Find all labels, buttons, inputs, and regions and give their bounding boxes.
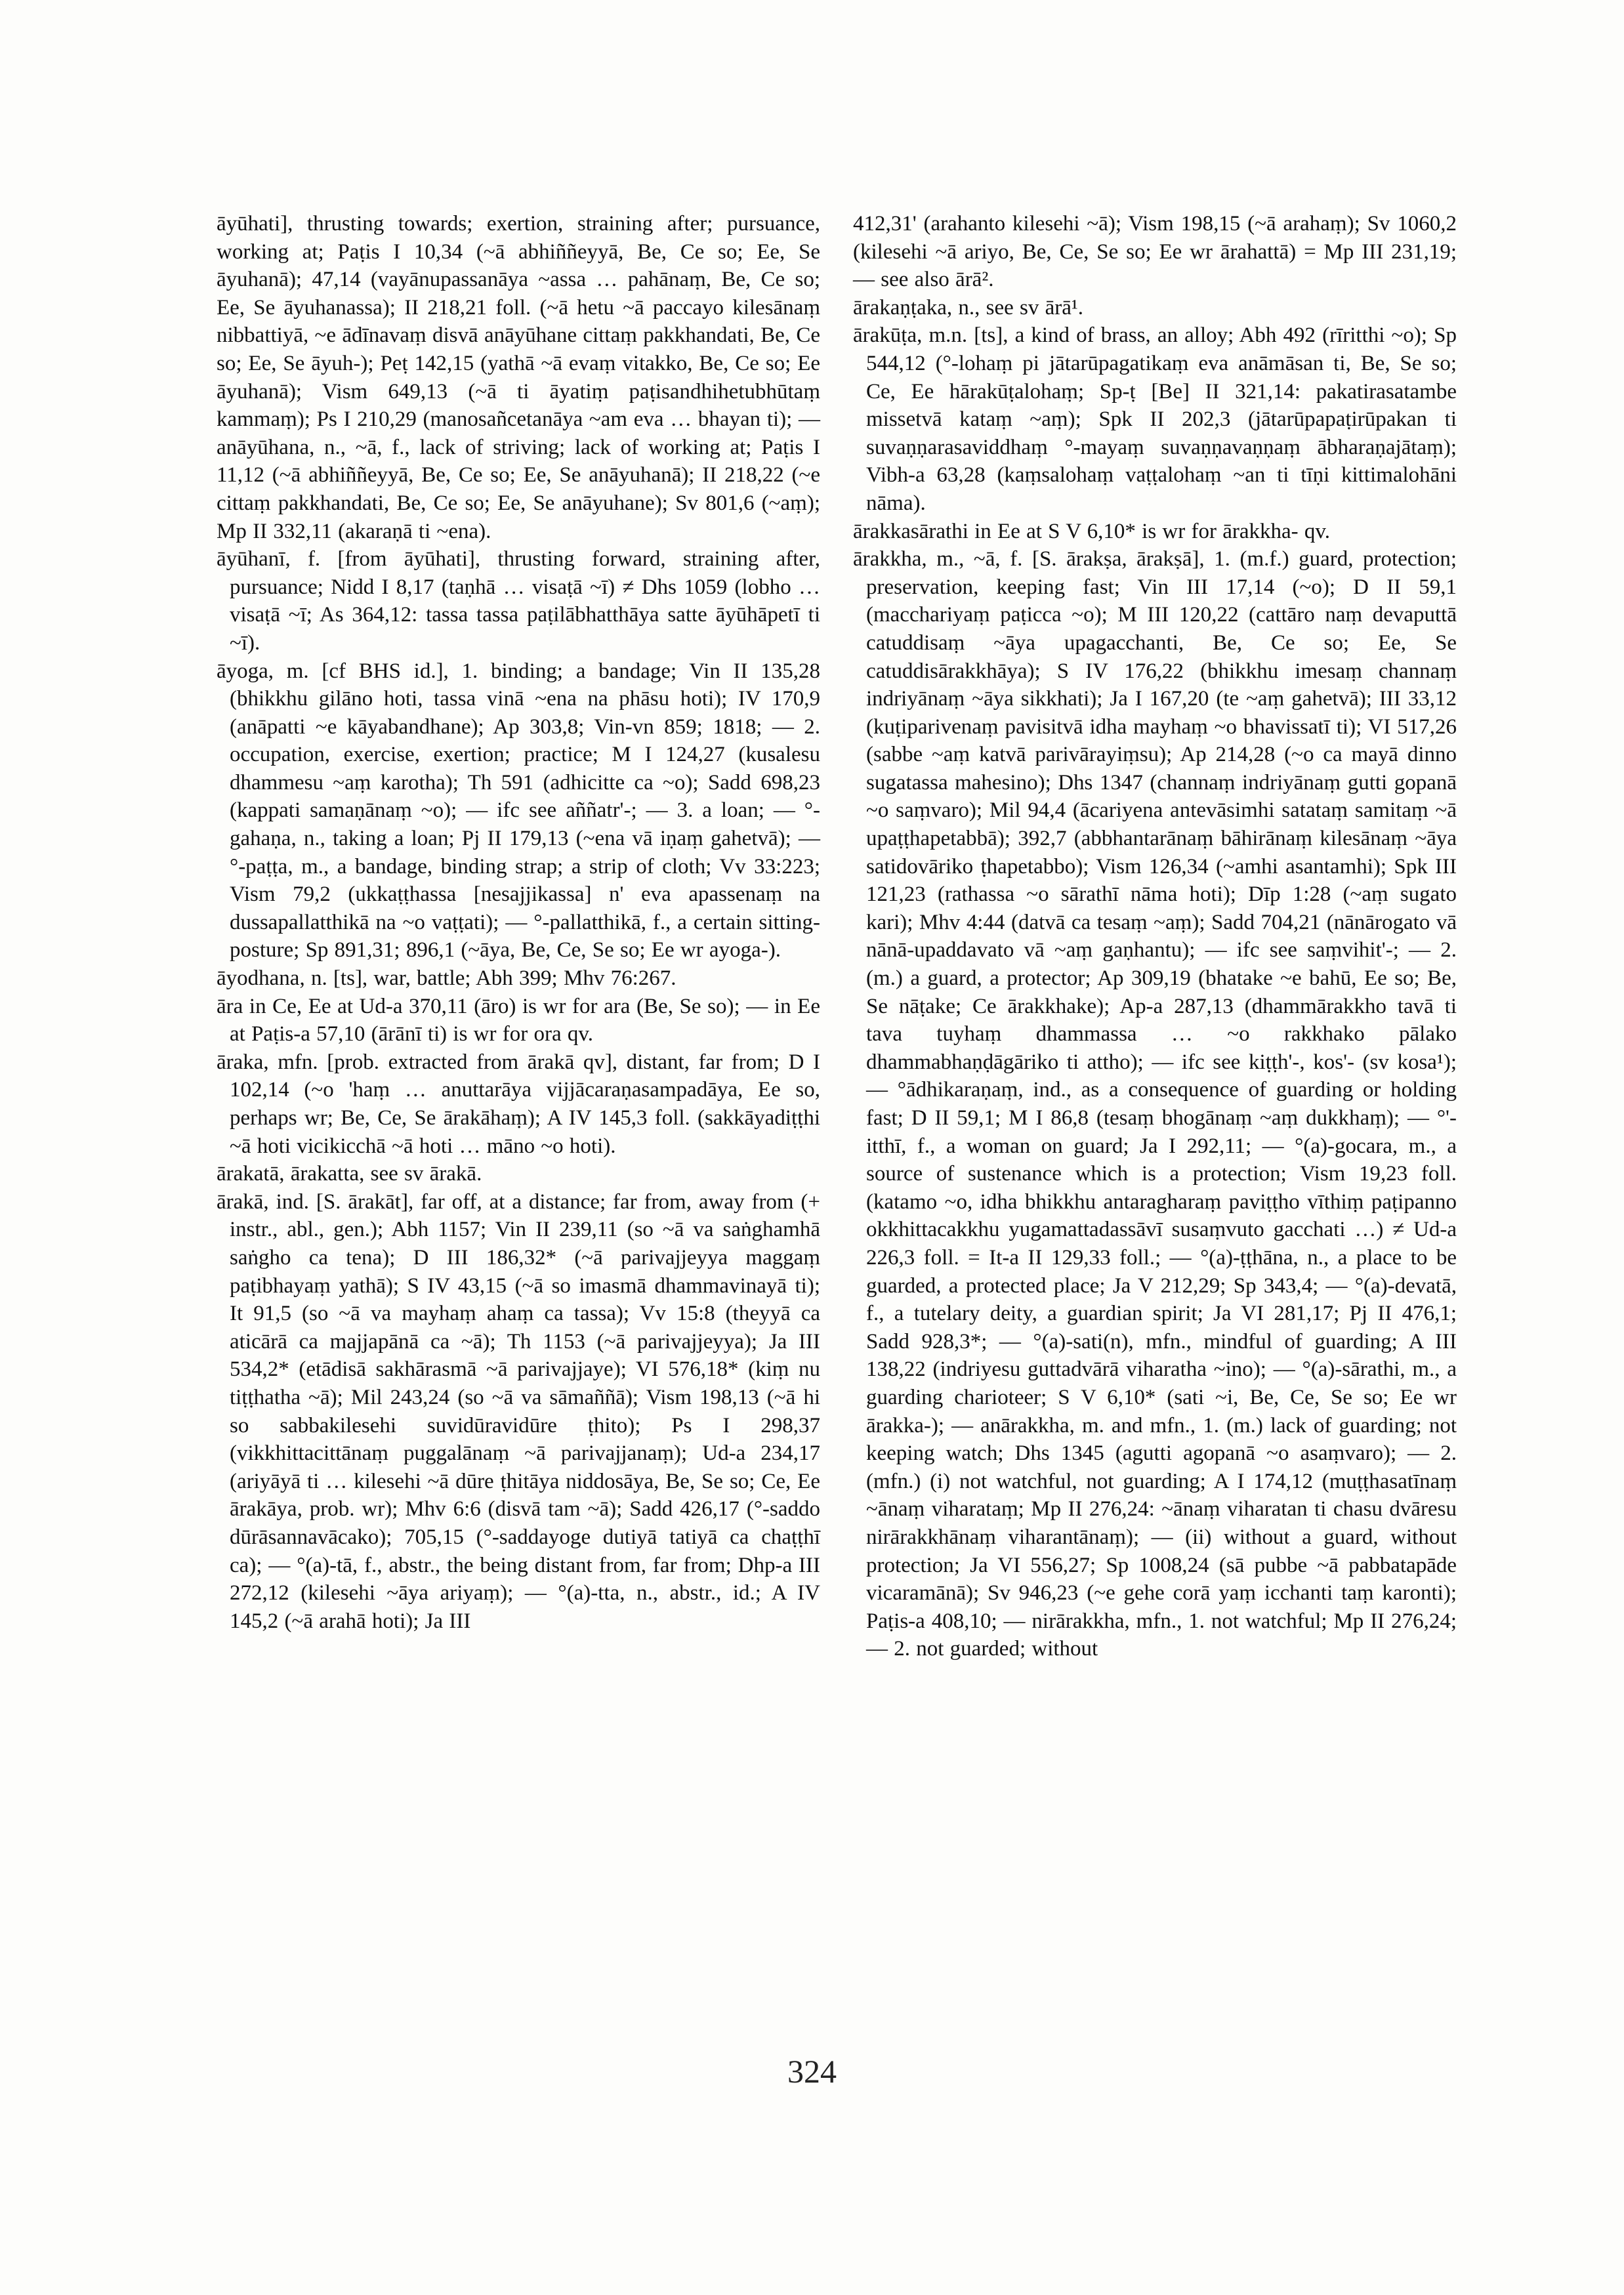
entry-araka: āraka, mfn. [prob. extracted from ārakā qv], distant, far from; D I 102,14 (~o 'haṃ … anuttarāya vijjācaraṇasampadāya, Ee so, perhaps wr; Be, Ce, Se ārakāhaṃ); A IV 145,3 foll. (sakkāyadiṭṭhi ~ā hoti vicikicchā ~ā hoti … māno ~o hoti). — [217, 1050, 820, 1158]
entry-ara: āra in Ce, Ee at Ud-a 370,11 (āro) is wr for ara (Be, Se so); — in Ee at Paṭis-a 57,10 (ārānī ti) is wr for ora qv. — [217, 994, 820, 1046]
entry-ayodhana: āyodhana, n. [ts], war, battle; Abh 399; Mhv 76:267. — [217, 966, 677, 991]
entry-araka-ind: ārakā, ind. [S. ārakāt], far off, at a distance; far from, away from (+ instr., abl., gen.); Abh 1157; Vin II 239,11 (so ~ā va saṅghamhā saṅgho ca tena); D III 186,32* (~ā parivajjeyya maggaṃ paṭibhayaṃ yathā); S IV 43,15 (~ā so imasmā dhammavinayā ti); It 91,5 (so ~ā va mayhaṃ ahaṃ ca tassa); Vv 15:8 (theyyā ca aticārā ca majjapānā ca ~ā); Th 1153 (~ā parivajjeyya); Ja III 534,2* (etādisā sakhārasmā ~ā parivajjaye); VI 576,18* (kiṃ nu tiṭṭhatha ~ā); Mil 243,24 (so ~ā va sāmaññā); Vism 198,13 (~ā hi so sabbakilesehi suvidūravidūre ṭhito); Ps I 298,37 (vikkhittacittānaṃ puggalānaṃ ~ā parivajjanaṃ); Ud-a 234,17 (ariyāyā ti … kilesehi ~ā dūre ṭhitāya niddosāya, Be, Se so; Ce, Ee ārakāya, prob. wr); Mhv 6:6 (disvā tam ~ā); Sadd 426,17 (°-saddo dūrāsannavācako); 705,15 (°-saddayoge dutiyā tatiyā ca chaṭṭhī ca); — °(a)-tā, f., abstr., the being distant from, far from; Dhp-a III 272,12 (kilesehi ~āya ariyaṃ); — °(a)-tta, n., abstr., id.; A IV 145,2 (~ā arahā hoti); Ja III — [217, 1189, 820, 1633]
right-column — [853, 210, 1457, 1663]
entry-ayuhani: āyūhanī, f. [from āyūhati], thrusting forward, straining after, pursuance; Nidd I 8,17 (taṇhā … visaṭā ~ī) ≠ Dhs 1059 (lobho … visaṭā ~ī; As 364,12: tassa tassa paṭilābhatthāya satte āyūhāpetī ti ~ī). — [217, 547, 820, 655]
entry-arakkha: ārakkha, m., ~ā, f. [S. ārakṣa, ārakṣā], 1. (m.f.) guard, protection; preservation, keeping fast; Vin III 17,14 (~o); D II 59,1 (macchariyaṃ paṭicca ~o); M III 120,22 (cattāro naṃ devaputtā catuddisaṃ ~āya upagacchanti, Be, Ce so; Ee, Se catuddisārakkhāya); S IV 176,22 (bhikkhu imesaṃ channaṃ indriyānaṃ ~āya sikkhati); Ja I 167,20 (te ~aṃ gahetvā); III 33,12 (kuṭiparivenaṃ pavisitvā idha mayhaṃ ~o bhavissatī ti); VI 517,26 (sabbe ~aṃ katvā parivārayiṃsu); Ap 214,28 (~o ca mayā dinno sugatassa mahesino); Dhs 1347 (channaṃ indriyānaṃ gutti gopanā ~o saṃvaro); Mil 94,4 (ācariyena antevāsimhi satataṃ samitaṃ ~ā upaṭṭhapetabbā); 392,7 (abbhantarānaṃ bāhirānaṃ kilesānaṃ ~āya satidovāriko ṭhapetabbo); Vism 126,34 (~amhi asantamhi); Spk III 121,23 (rathassa ~o sārathī nāma hoti); Dīp 1:28 (~aṃ sugato kari); Mhv 4:44 (datvā ca tesaṃ ~aṃ); Sadd 704,21 (nānārogato vā nānā-upaddavato vā ~aṃ gaṇhantu); — ifc see saṃvihit'-; — 2. (m.) a guard, a protector; Ap 309,19 (bhatake ~e bahū, Ee so; Be, Se nāṭake; Ce ārakkhake); Ap-a 287,13 (dhammārakkho tavā ti tava tuyhaṃ dhammassa … ~o rakkhako pālako dhammabhaṇḍāgāriko ti attho); — ifc see kiṭṭh'-, kos'- (sv kosa¹); — °ādhikaraṇaṃ, ind., as a consequence of guarding or holding fast; D II 59,1; M I 86,8 (tesaṃ bhogānaṃ ~aṃ dukkhaṃ); — °'-itthī, f., a woman on guard; Ja I 292,11; — °(a)-gocara, m., a source of sustenance which is a protection; Vism 19,23 foll. (katamo ~o, idha bhikkhu antaragharaṃ paviṭṭho vīthiṃ paṭipanno okkhittacakkhu yugamattadassāvī susaṃvuto gacchati …) ≠ Ud-a 226,3 foll. = It-a II 129,33 foll.; — °(a)-ṭṭhāna, n., a place to be guarded, a protected place; Ja V 212,29; Sp 343,4; — °(a)-devatā, f., a tutelary deity, a guardian spirit; Ja VI 281,17; Pj II 476,1; Sadd 928,3*; — °(a)-sati(n), mfn., mindful of guarding; A III 138,22 (indriyesu guttadvārā viharatha ~ino); — °(a)-sārathi, m., a guarding charioteer; S V 6,10* (sati ~i, Be, Ce, Se so; Ee wr ārakka-); — anārakkha, m. and mfn., 1. (m.) lack of guarding; not keeping watch; Dhs 1345 (agutti agopanā ~o asaṃvaro); — 2. (mfn.) (i) not watchful, not guarding; A I 174,12 (muṭṭhasatīnaṃ ~ānaṃ viharataṃ; Mp II 276,24: ~ānaṃ viharatan ti chasu dvāresu nirārakkhānaṃ viharantānaṃ); — (ii) without a guard, without protection; Ja VI 556,27; Sp 1008,24 (sā pubbe ~ā pabbatapāde vicaramānā); Sv 946,23 (~e gehe corā yaṃ icchanti taṃ karonti); Paṭis-a 408,10; — nirārakkha, mfn., 1. not watchful; Mp II 276,24; — 2. not guarded; without — [853, 547, 1457, 1661]
page-number: 324 — [787, 2053, 837, 2090]
entry-araka-cont: 412,31' (arahanto kilesehi ~ā); Vism 198,15 (~ā arahaṃ); Sv 1060,2 (kilesehi ~ā ariyo, Be, Ce, Se so; Ee wr ārahattā) = Mp III 231,19; — see also ārā². — [853, 212, 1457, 292]
left-column — [217, 210, 820, 1635]
entry-arakkasarathi: ārakkasārathi in Ee at S V 6,10* is wr for ārakkha- qv. — [853, 519, 1331, 543]
entry-arakata: ārakatā, ārakatta, see sv ārakā. — [217, 1162, 482, 1186]
entry-arakantaka: ārakaṇṭaka, n., see sv ārā¹. — [853, 295, 1084, 320]
entry-arakuta: ārakūṭa, m.n. [ts], a kind of brass, an alloy; Abh 492 (rīritthi ~o); Sp 544,12 (°-lohaṃ pi jātarūpagatikaṃ eva anāmāsan ti, Be, Se so; Ce, Ee hārakūṭalohaṃ; Sp-ṭ [Be] II 321,14: pakatirasatambe missetvā kataṃ ~aṃ); Spk II 202,3 (jātarūpapaṭirūpakan ti suvaṇṇarasaviddhaṃ °-mayaṃ suvaṇṇavaṇṇaṃ ābharaṇajātaṃ); Vibh-a 63,28 (kaṃsalohaṃ vaṭṭalohaṃ ~an ti tīṇi kittimalohāni nāma). — [853, 323, 1457, 515]
entry-ayoga: āyoga, m. [cf BHS id.], 1. binding; a bandage; Vin II 135,28 (bhikkhu gilāno hoti, tassa vinā ~ena na phāsu hoti); IV 170,9 (anāpatti ~e kāyabandhane); Ap 303,8; Vin-vn 859; 1818; — 2. occupation, exercise, exertion; practice; M I 124,27 (kusalesu dhammesu ~aṃ karotha); Th 591 (adhicitte ca ~o); Sadd 698,23 (kappati samaṇānaṃ ~o); — ifc see aññatr'-; — 3. a loan; — °-gahaṇa, n., taking a loan; Pj II 179,13 (~ena vā iṇaṃ gahetvā); — °-paṭṭa, m., a bandage, binding strap; a strip of cloth; Vv 33:223; Vism 79,2 (ukkaṭṭhassa [nesajjikassa] n' eva apassenaṃ na dussapallatthikā na ~o vaṭṭati); — °-pallatthikā, f., a certain sitting-posture; Sp 891,31; 896,1 (~āya, Be, Ce, Se so; Ee wr ayoga-). — [217, 659, 820, 962]
entry-ayuhati-cont: āyūhati], thrusting towards; exertion, straining after; pursuance, working at; Paṭis I 10,34 (~ā abhiññeyyā, Be, Ce so; Ee, Se āyuhanā); 47,14 (vayānupassanāya ~assa … pahānaṃ, Be, Ce so; Ee, Se āyuhanassa); II 218,21 foll. (~ā hetu ~ā paccayo kilesānaṃ nibbattiyā, ~e ādīnavaṃ disvā anāyūhane cittaṃ pakkhandati, Be, Ce so; Ee, Se āyuh-); Peṭ 142,15 (yathā ~ā evaṃ vitakko, Be, Ce so; Ee āyuhanā); Vism 649,13 (~ā ti āyatiṃ paṭisandhihetubhūtaṃ kammaṃ); Ps I 210,29 (manosañcetanāya ~am eva … bhayan ti); — anāyūhana, n., ~ā, f., lack of striving; lack of working at; Paṭis I 11,12 (~ā abhiññeyyā, Be, Ce so; Ee, Se anāyuhanā); II 218,22 (~e cittaṃ pakkhandati, Be, Ce so; Ee, Se anāyuhane); Sv 801,6 (~aṃ); Mp II 332,11 (akaraṇā ti ~ena). — [217, 212, 820, 543]
